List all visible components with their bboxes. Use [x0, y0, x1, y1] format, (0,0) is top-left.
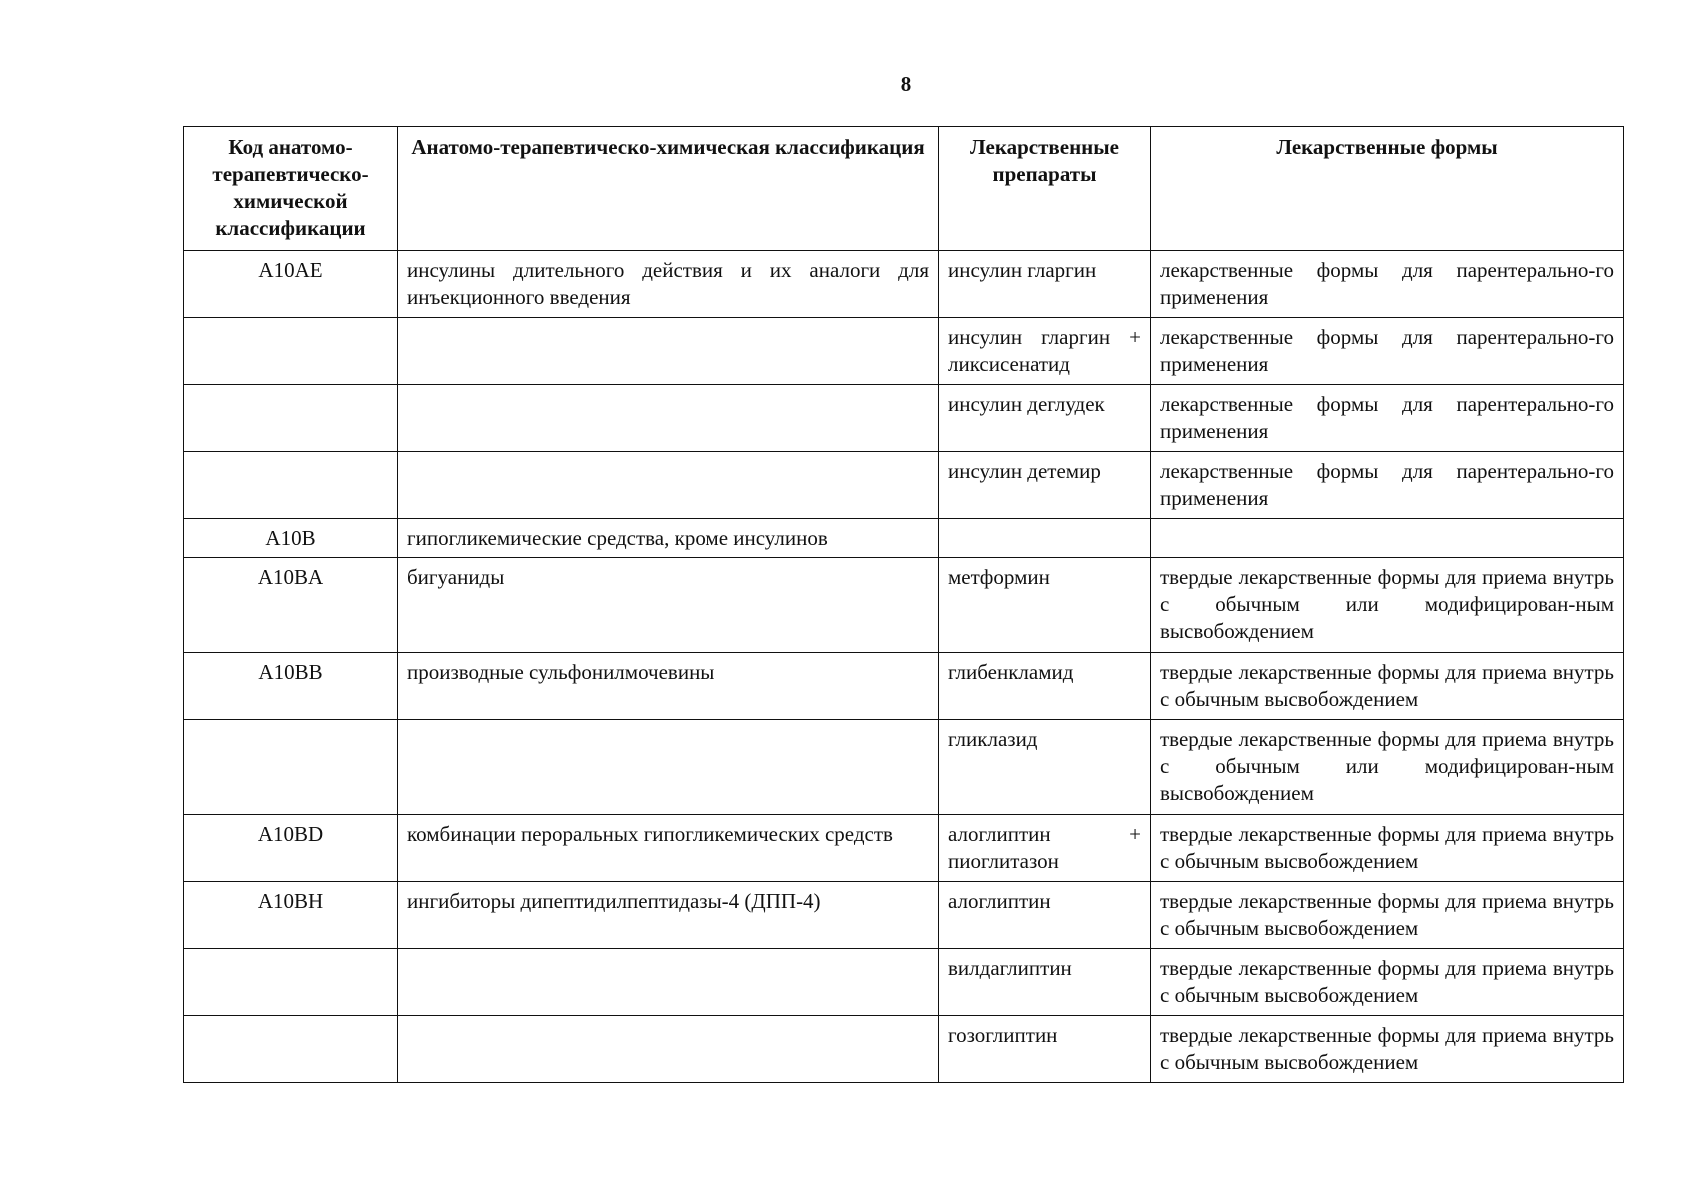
- cell-code: A10AE: [184, 251, 398, 318]
- cell-classification: ингибиторы дипептидилпептидазы-4 (ДПП-4): [398, 882, 939, 949]
- cell-form: лекарственные формы для парентерально-го применения: [1151, 385, 1624, 452]
- table-row: [184, 318, 1624, 385]
- cell-classification: [398, 1016, 939, 1083]
- table-row: [184, 519, 1624, 558]
- cell-classification: [398, 949, 939, 1016]
- cell-form: твердые лекарственные формы для приема внутрь с обычным высвобождением: [1151, 815, 1624, 882]
- cell-classification: [398, 720, 939, 815]
- cell-drug: алоглиптин + пиоглитазон: [939, 815, 1151, 882]
- cell-code: A10BD: [184, 815, 398, 882]
- cell-form: твердые лекарственные формы для приема внутрь с обычным или модифицирован-ным высвобождением: [1151, 720, 1624, 815]
- cell-code: [184, 1016, 398, 1083]
- cell-drug: инсулин гларгин: [939, 251, 1151, 318]
- cell-form: твердые лекарственные формы для приема внутрь с обычным высвобождением: [1151, 949, 1624, 1016]
- table-row: [184, 653, 1624, 720]
- cell-form: твердые лекарственные формы для приема внутрь с обычным или модифицирован-ным высвобождением: [1151, 558, 1624, 653]
- table-row: [184, 452, 1624, 519]
- cell-classification: [398, 318, 939, 385]
- cell-drug: алоглиптин: [939, 882, 1151, 949]
- cell-classification: [398, 452, 939, 519]
- cell-form: твердые лекарственные формы для приема внутрь с обычным высвобождением: [1151, 1016, 1624, 1083]
- table-header-row: [184, 127, 1624, 251]
- cell-drug: инсулин детемир: [939, 452, 1151, 519]
- header-drugs: Лекарственные препараты: [939, 127, 1151, 251]
- cell-form: лекарственные формы для парентерально-го применения: [1151, 318, 1624, 385]
- table-row: [184, 385, 1624, 452]
- cell-classification: инсулины длительного действия и их аналоги для инъекционного введения: [398, 251, 939, 318]
- cell-form: лекарственные формы для парентерально-го применения: [1151, 452, 1624, 519]
- cell-code: [184, 385, 398, 452]
- table-row: [184, 558, 1624, 653]
- cell-code: [184, 720, 398, 815]
- cell-code: A10BA: [184, 558, 398, 653]
- table-row: [184, 251, 1624, 318]
- cell-code: A10B: [184, 519, 398, 558]
- cell-classification: производные сульфонилмочевины: [398, 653, 939, 720]
- header-atc-classification: Анатомо-терапевтическо-химическая классификация: [398, 127, 939, 251]
- cell-code: A10BB: [184, 653, 398, 720]
- cell-drug: [939, 519, 1151, 558]
- atc-table: [183, 126, 1624, 1083]
- cell-classification: комбинации пероральных гипогликемических средств: [398, 815, 939, 882]
- cell-drug: инсулин деглудек: [939, 385, 1151, 452]
- table-row: [184, 720, 1624, 815]
- table-row: [184, 1016, 1624, 1083]
- table-row: [184, 815, 1624, 882]
- cell-code: [184, 318, 398, 385]
- cell-form: [1151, 519, 1624, 558]
- table-row: [184, 882, 1624, 949]
- cell-drug: инсулин гларгин + ликсисенатид: [939, 318, 1151, 385]
- cell-classification: бигуаниды: [398, 558, 939, 653]
- cell-form: твердые лекарственные формы для приема внутрь с обычным высвобождением: [1151, 882, 1624, 949]
- cell-drug: вилдаглиптин: [939, 949, 1151, 1016]
- cell-classification: [398, 385, 939, 452]
- header-dosage-forms: Лекарственные формы: [1151, 127, 1624, 251]
- cell-drug: метформин: [939, 558, 1151, 653]
- cell-code: A10BH: [184, 882, 398, 949]
- cell-drug: гликлазид: [939, 720, 1151, 815]
- cell-drug: глибенкламид: [939, 653, 1151, 720]
- cell-drug: гозоглиптин: [939, 1016, 1151, 1083]
- cell-form: лекарственные формы для парентерально-го применения: [1151, 251, 1624, 318]
- table-row: [184, 949, 1624, 1016]
- cell-form: твердые лекарственные формы для приема внутрь с обычным высвобождением: [1151, 653, 1624, 720]
- cell-classification: гипогликемические средства, кроме инсулинов: [398, 519, 939, 558]
- cell-code: [184, 949, 398, 1016]
- page-number: 8: [900, 72, 912, 96]
- cell-code: [184, 452, 398, 519]
- header-atc-code: Код анатомо-терапевтическо-химической классификации: [184, 127, 398, 251]
